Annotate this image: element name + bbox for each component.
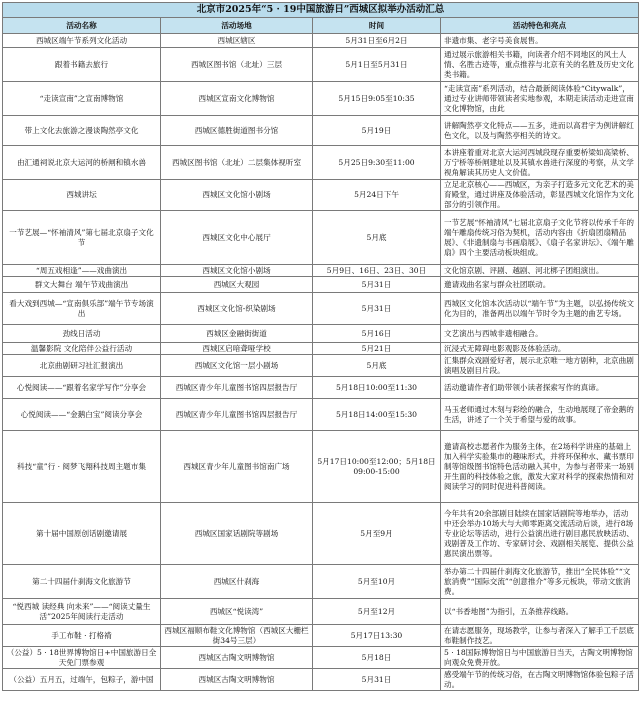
cell-activity-name: 第十届中国原创话剧邀请展 — [3, 503, 161, 565]
cell-venue: 西城区图书馆（北址）二层集体视听室 — [161, 146, 313, 180]
cell-venue: 西城区金融街街道 — [161, 325, 313, 343]
cell-time: 5月底 — [313, 355, 441, 377]
cell-venue: 西城区青少年儿童图书馆四层报告厅 — [161, 399, 313, 431]
cell-features: 邀请高校志愿者作为服务主体，在2场科学讲座的基础上加入科学实验集市的趣味形式，并将环保种水、藏书票印制等馆级图书馆特色活动融入其中，为参与者带来一场别开生面的科技体验之旅，激发大家对科学的探索热情和对阅读学习的同时促进科普阅读。 — [441, 431, 639, 503]
cell-time: 5月31日 — [313, 669, 441, 691]
cell-activity-name: 手工布鞋 · 打格褙 — [3, 625, 161, 647]
table-row — [3, 377, 639, 399]
cell-activity-name: 跟着书籍去旅行 — [3, 48, 161, 82]
cell-venue: 西城区宣南文化博物馆 — [161, 82, 313, 116]
cell-activity-name: 看大戏到西城—“宣南俱乐部”端午节专场演出 — [3, 293, 161, 325]
cell-features: 汇集群众戏剧爱好者，展示北京唯一地方剧种，北京曲剧演唱及剧目片段。 — [441, 355, 639, 377]
event-summary-table — [2, 2, 639, 691]
cell-time: 5月31日至6月2日 — [313, 34, 441, 48]
table-title: 北京市2025年“5 · 19中国旅游日”西城区拟举办活动汇总 — [3, 3, 639, 18]
cell-features: 5 · 18国际博物馆日与中国旅游日当天，古陶文明博物馆向观众免费开放。 — [441, 647, 639, 669]
table-row — [3, 625, 639, 647]
table-row — [3, 277, 639, 293]
cell-activity-name: 由汇通祠说北京大运河的桥闸和镇水兽 — [3, 146, 161, 180]
cell-venue: 西城区国家话剧院等剧场 — [161, 503, 313, 565]
cell-activity-name: 第二十四届什刹海文化旅游节 — [3, 565, 161, 599]
cell-time: 5月17日10:00至12:00；5月18日09:00-15:00 — [313, 431, 441, 503]
table-row — [3, 146, 639, 180]
cell-activity-name: “周五戏相逢”——戏曲演出 — [3, 265, 161, 277]
cell-features: 在请志愿服务，现场教学，让参与者深入了解手工千层底布鞋制作技艺。 — [441, 625, 639, 647]
cell-venue: 西城区文化馆一层小剧场 — [161, 355, 313, 377]
header-venue: 活动场地 — [161, 18, 313, 34]
cell-activity-name: 一节艺展—“怀袖清风”第七届北京扇子文化节 — [3, 211, 161, 265]
cell-venue: 西城区青少年儿童图书馆四层报告厅 — [161, 377, 313, 399]
cell-venue: 西城区辖区 — [161, 34, 313, 48]
cell-features: 文艺演出与西城非遗相融合。 — [441, 325, 639, 343]
cell-venue: 西城区图书馆（北址）三层 — [161, 48, 313, 82]
cell-activity-name: 科技“童”行 · 阅梦飞翔科技周主题市集 — [3, 431, 161, 503]
cell-venue: 西城区大观园 — [161, 277, 313, 293]
cell-venue: 西城区古陶文明博物馆 — [161, 647, 313, 669]
table-row — [3, 647, 639, 669]
cell-features: 马玉老师通过木刻与彩绘的融合，生动地展现了帝金鹅的生活，讲述了一个关于希望与爱的故事。 — [441, 399, 639, 431]
cell-features: 通过展示旅游相关书籍，向读者介绍不同地区的风土人情、名胜古迹等，重点推荐与北京有关的名胜及历史文化类书籍。 — [441, 48, 639, 82]
cell-venue: 西城区文化馆小剧场 — [161, 180, 313, 211]
header-features: 活动特色和亮点 — [441, 18, 639, 34]
cell-activity-name: 群文大舞台 端午节戏曲演出 — [3, 277, 161, 293]
cell-activity-name: 西城区端午节系列文化活动 — [3, 34, 161, 48]
cell-time: 5月至10月 — [313, 565, 441, 599]
table-row — [3, 48, 639, 82]
cell-time: 5月21日 — [313, 343, 441, 355]
table-row — [3, 211, 639, 265]
table-row — [3, 399, 639, 431]
cell-time: 5月17日13:30 — [313, 625, 441, 647]
cell-features: 以“书香地图”为指引，五条推荐线路。 — [441, 599, 639, 625]
cell-features: 一节艺展“怀袖清风”七届北京扇子文化节将以传承千年的端午雕扇传统习俗为契机，活动内容由《折扇团扇精品展》、《非遗制扇与书画扇展》、《扇子名家讲坛》、《端午雕扇》四个主要活动板块组成。 — [441, 211, 639, 265]
cell-features: 沉浸式无障碍电影观影及体验活动。 — [441, 343, 639, 355]
cell-activity-name: 心悦阅读——“跟着名家学写作”分享会 — [3, 377, 161, 399]
cell-time: 5月18日 — [313, 647, 441, 669]
table-row — [3, 293, 639, 325]
cell-time: 5月至9月 — [313, 503, 441, 565]
table-row — [3, 431, 639, 503]
cell-time: 5月31日 — [313, 277, 441, 293]
cell-features: 立足北京核心——西城区，为亲子打造多元文化艺术的美育殿堂，通过讲座及体验活动，彰显西城文化馆作为文化部分的引领作用。 — [441, 180, 639, 211]
cell-activity-name: 西城讲坛 — [3, 180, 161, 211]
table-row — [3, 599, 639, 625]
cell-time: 5月至12月 — [313, 599, 441, 625]
table-row — [3, 343, 639, 355]
cell-venue: 西城区德胜街道图书分馆 — [161, 116, 313, 146]
cell-features: 讲解陶然亭文化特点——五多，进而以高君宇为例讲解红色文化，以及与陶然亭相关的诗文。 — [441, 116, 639, 146]
cell-time: 5月1日至5月31日 — [313, 48, 441, 82]
cell-features: 非遗市集、老字号美食展售。 — [441, 34, 639, 48]
cell-features: 感受端午节的传统习俗，在古陶文明博物馆体验包粽子活动。 — [441, 669, 639, 691]
cell-time: 5月底 — [313, 211, 441, 265]
cell-activity-name: 劲线日活动 — [3, 325, 161, 343]
cell-activity-name: （公益）五月五，过端午，包粽子，游中国 — [3, 669, 161, 691]
table-row — [3, 82, 639, 116]
table-row — [3, 565, 639, 599]
cell-venue: 西城区启喑聋哑学校 — [161, 343, 313, 355]
cell-time: 5月18日14:00至15:30 — [313, 399, 441, 431]
cell-features: 西城区文化馆本次活动以“端午节”为主题，以弘扬传统文化为目的，准备两出以端午节时令为主题的曲艺专场。 — [441, 293, 639, 325]
table-row — [3, 669, 639, 691]
cell-activity-name: 心悦阅读——“金鹅白宝”阅读分享会 — [3, 399, 161, 431]
cell-time: 5月16日 — [313, 325, 441, 343]
cell-features: 今年共有20余部剧目陆续在国家话剧院等地举办，活动中还会举办10场大与大师零距离交流活动后谈，进行8场专业论坛等活动，进行公益演出进行剧目惠民放映活动、戏剧普及工作坊、专家研讨会、戏剧相关展览、提供公益惠民演出票等。 — [441, 503, 639, 565]
table-row — [3, 116, 639, 146]
cell-activity-name: “走读宣南”之宣南博物馆 — [3, 82, 161, 116]
cell-time: 5月9日、16日、23日、30日 — [313, 265, 441, 277]
cell-venue: 西城区文化馆小剧场 — [161, 265, 313, 277]
cell-venue: 西城区青少年儿童图书馆南广场 — [161, 431, 313, 503]
table-row — [3, 325, 639, 343]
header-activity-name: 活动名称 — [3, 18, 161, 34]
table-row — [3, 355, 639, 377]
cell-activity-name: 温馨影院 文化陪伴公益行活动 — [3, 343, 161, 355]
cell-features: 活动邀请作者们助带领小读者探索写作的真谛。 — [441, 377, 639, 399]
cell-venue: 西城区福顺布鞋文化博物馆（西城区大栅栏街34号三层） — [161, 625, 313, 647]
table-row — [3, 503, 639, 565]
table-row — [3, 34, 639, 48]
cell-features: 文化馆京剧、评剧、越剧、河北梆子团组演出。 — [441, 265, 639, 277]
cell-activity-name: 北京曲剧研习社汇报演出 — [3, 355, 161, 377]
cell-time: 5月31日 — [313, 293, 441, 325]
cell-features: “走读宣南”系列活动，结合最新阅读体验“Citywalk”，通过专业讲师带领读者实地参观，本期走读活动走进宣南文化博物馆，由此 — [441, 82, 639, 116]
cell-venue: 西城区古陶文明博物馆 — [161, 669, 313, 691]
cell-time: 5月15日9:05至10:35 — [313, 82, 441, 116]
table-row — [3, 180, 639, 211]
cell-features: 举办第二十四届什刹海文化旅游节，推出“全民体验”“文旅消费”“国际交流”“创意推介”等多元板块，带动文旅消费。 — [441, 565, 639, 599]
cell-activity-name: “悦西城 读经典 向未来”——“阅读丈量生活”2025年阅读行走活动 — [3, 599, 161, 625]
cell-time: 5月25日9:30至11:00 — [313, 146, 441, 180]
header-time: 时间 — [313, 18, 441, 34]
cell-venue: 西城区文化馆-织染剧场 — [161, 293, 313, 325]
cell-activity-name: 带上文化去旅游之漫谈陶然亭文化 — [3, 116, 161, 146]
cell-venue: 西城区文化中心展厅 — [161, 211, 313, 265]
cell-time: 5月24日下午 — [313, 180, 441, 211]
cell-features: 本讲座着重对北京大运河西城段现存重要桥梁如高梁桥、万宁桥等桥闸建址以及其镇水兽进行深度的考察，从文学视角解读其历史人文价值。 — [441, 146, 639, 180]
cell-venue: 西城区“悦读湾” — [161, 599, 313, 625]
cell-activity-name: （公益）5 · 18世界博物馆日+中国旅游日全天免门票参观 — [3, 647, 161, 669]
cell-time: 5月18日10:00至11:30 — [313, 377, 441, 399]
cell-time: 5月19日 — [313, 116, 441, 146]
cell-venue: 西城区什刹海 — [161, 565, 313, 599]
cell-features: 邀请戏曲名家与群众社团联动。 — [441, 277, 639, 293]
table-row — [3, 265, 639, 277]
